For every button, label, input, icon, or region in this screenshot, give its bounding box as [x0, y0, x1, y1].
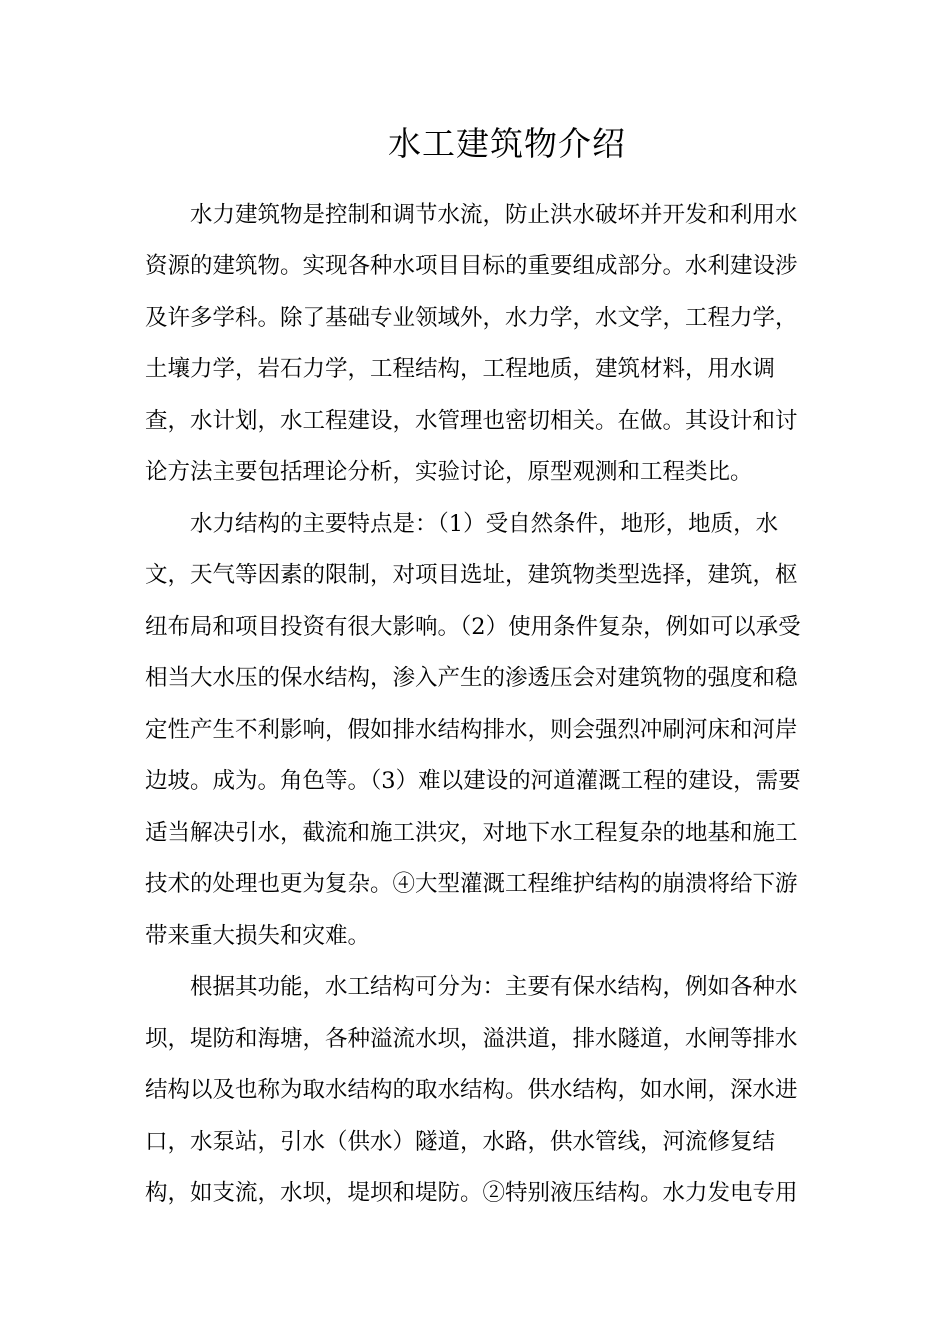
- paragraph-3-line-2: 坝，堤防和海塘，各种溢流水坝，溢洪道，排水隧道，水闸等排水: [145, 1026, 798, 1052]
- paragraph-2-line-3: 纽布局和项目投资有很大影响。（2）使用条件复杂，例如可以承受: [145, 614, 801, 640]
- paragraph-2-line-1: 水力结构的主要特点是：（1）受自然条件，地形，地质，水: [190, 511, 779, 537]
- paragraph-2-line-5: 定性产生不利影响，假如排水结构排水，则会强烈冲刷河床和河岸: [145, 717, 798, 743]
- paragraph-1-line-1: 水力建筑物是控制和调节水流，防止洪水破坏并开发和利用水: [190, 202, 798, 228]
- paragraph-2-line-8: 技术的处理也更为复杂。④大型灌溉工程维护结构的崩溃将给下游: [145, 871, 798, 897]
- paragraph-2-line-6: 边坡。成为。角色等。（3）难以建设的河道灌溉工程的建设，需要: [145, 768, 801, 794]
- paragraph-2-line-2: 文，天气等因素的限制，对项目选址，建筑物类型选择，建筑，枢: [145, 562, 798, 588]
- paragraph-3-line-4: 口，水泵站，引水（供水）隧道，水路，供水管线，河流修复结: [145, 1129, 776, 1155]
- paragraph-3-line-1: 根据其功能，水工结构可分为：主要有保水结构，例如各种水: [190, 974, 798, 1000]
- paragraph-1-line-2: 资源的建筑物。实现各种水项目目标的重要组成部分。水利建设涉: [145, 253, 798, 279]
- paragraph-1-line-3: 及许多学科。除了基础专业领域外，水力学，水文学，工程力学，: [145, 305, 798, 331]
- paragraph-2-line-9: 带来重大损失和灾难。: [145, 923, 371, 949]
- paragraph-3-line-5: 构，如支流，水坝，堤坝和堤防。②特别液压结构。水力发电专用: [145, 1180, 798, 1206]
- paragraph-3-line-3: 结构以及也称为取水结构的取水结构。供水结构，如水闸，深水进: [145, 1077, 798, 1103]
- paragraph-2-line-4: 相当大水压的保水结构，渗入产生的渗透压会对建筑物的强度和稳: [145, 665, 798, 691]
- paragraph-1-line-4: 土壤力学，岩石力学，工程结构，工程地质，建筑材料，用水调: [145, 356, 776, 382]
- paragraph-2-line-7: 适当解决引水，截流和施工洪灾，对地下水工程复杂的地基和施工: [145, 820, 798, 846]
- document-title: 水工建筑物介绍: [388, 124, 626, 163]
- paragraph-1-line-6: 论方法主要包括理论分析，实验讨论，原型观测和工程类比。: [145, 459, 753, 485]
- paragraph-1-line-5: 查，水计划，水工程建设，水管理也密切相关。在做。其设计和讨: [145, 408, 798, 434]
